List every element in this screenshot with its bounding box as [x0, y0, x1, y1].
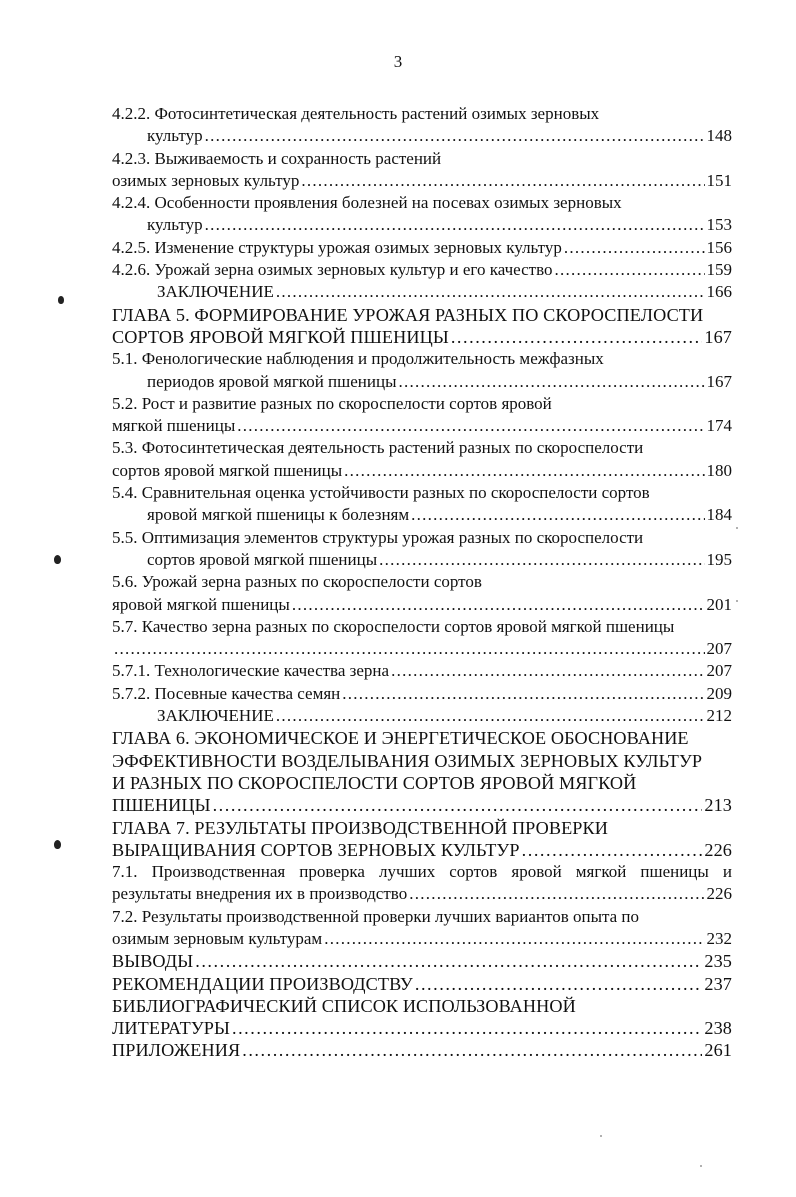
dot-leader	[379, 549, 704, 571]
toc-entry-title: озимым зерновым культурам	[112, 928, 323, 948]
dot-leader	[205, 125, 705, 147]
dot-leader	[237, 415, 704, 437]
toc-entry	[112, 660, 732, 682]
dot-leader	[522, 839, 703, 861]
table-of-contents	[112, 103, 732, 1062]
toc-entry-line	[112, 928, 732, 950]
toc-entry-line: 5.4. Сравнительная оценка устойчивости разных по скороспелости сортов	[112, 483, 650, 503]
toc-page-number: 237	[704, 973, 732, 994]
toc-entry-line	[112, 594, 732, 616]
toc-entry-title: яровой мягкой пшеницы	[112, 594, 290, 614]
toc-entry	[112, 705, 732, 727]
toc-entry-title: яровой мягкой пшеницы к болезням	[147, 505, 410, 525]
toc-entry-line	[112, 170, 732, 192]
toc-entry-title: ЗАКЛЮЧЕНИЕ	[157, 282, 274, 302]
toc-page-number: 226	[706, 884, 732, 904]
dot-leader	[301, 170, 704, 192]
toc-entry-line: 7.2. Результаты производственной проверки лучших вариантов опыта по	[112, 906, 640, 926]
toc-entry-line: 5.6. Урожай зерна разных по скороспелости сортов	[112, 572, 482, 592]
toc-chapter-entry	[112, 817, 732, 862]
toc-page-number: 184	[706, 505, 732, 525]
toc-page-number: 148	[706, 126, 732, 146]
dot-leader	[415, 973, 703, 995]
dot-leader	[232, 1017, 702, 1039]
toc-entry	[112, 571, 732, 616]
dot-leader	[242, 1039, 702, 1061]
toc-entry	[112, 616, 732, 661]
dot-leader	[276, 281, 705, 303]
toc-entry-line	[112, 973, 732, 995]
toc-entry-line: ГЛАВА 6. ЭКОНОМИЧЕСКОЕ И ЭНЕРГЕТИЧЕСКОЕ ОБОСНОВАНИЕ	[112, 728, 689, 749]
binder-mark	[54, 840, 61, 849]
toc-entry-line: ГЛАВА 7. РЕЗУЛЬТАТЫ ПРОИЗВОДСТВЕННОЙ ПРОВЕРКИ	[112, 817, 608, 838]
toc-entry	[112, 861, 732, 906]
toc-entry-line: 4.2.3. Выживаемость и сохранность растений	[112, 148, 442, 168]
dot-leader	[555, 259, 705, 281]
dot-leader	[399, 371, 705, 393]
toc-entry-line	[112, 1017, 732, 1039]
toc-entry-line	[112, 883, 732, 905]
toc-entry-title: 5.7.2. Посевные качества семян	[112, 683, 341, 703]
toc-entry-line: 5.1. Фенологические наблюдения и продолжительность межфазных	[112, 349, 604, 369]
toc-entry-line	[112, 259, 732, 281]
page-number: 3	[393, 52, 403, 71]
dot-leader	[205, 214, 705, 236]
toc-entry-title: ВЫВОДЫ	[112, 951, 194, 972]
toc-entry	[112, 527, 732, 572]
toc-entry	[112, 482, 732, 527]
toc-page-number: 195	[706, 549, 732, 569]
toc-entry-line: 5.2. Рост и развитие разных по скороспелости сортов яровой	[112, 393, 552, 413]
toc-page-number: 167	[704, 326, 732, 347]
toc-entry-title: сортов яровой мягкой пшеницы	[147, 549, 378, 569]
toc-entry-title: 4.2.5. Изменение структуры урожая озимых зерновых культур	[112, 237, 562, 257]
dot-leader	[564, 237, 705, 259]
scan-speck	[736, 600, 738, 602]
toc-page-number: 201	[706, 594, 732, 614]
toc-entry-title: РЕКОМЕНДАЦИИ ПРОИЗВОДСТВУ	[112, 973, 413, 994]
dot-leader	[292, 594, 705, 616]
dot-leader	[344, 460, 704, 482]
dot-leader	[213, 794, 703, 816]
toc-page-number: 159	[706, 260, 732, 280]
toc-entry-line: БИБЛИОГРАФИЧЕСКИЙ СПИСОК ИСПОЛЬЗОВАННОЙ	[112, 995, 576, 1016]
toc-entry-title: культур	[147, 126, 203, 146]
toc-entry-title: 5.7.1. Технологические качества зерна	[112, 661, 390, 681]
toc-page-number: 151	[706, 170, 732, 190]
toc-entry-line	[112, 460, 732, 482]
toc-entry-title: озимых зерновых культур	[112, 170, 300, 190]
toc-entry	[112, 103, 732, 148]
toc-entry-line: 5.3. Фотосинтетическая деятельность растений разных по скороспелости	[112, 438, 644, 458]
toc-entry-title: ПШЕНИЦЫ	[112, 795, 211, 816]
dot-leader	[391, 660, 704, 682]
binder-mark	[58, 296, 64, 304]
toc-page-number: 235	[704, 951, 732, 972]
toc-page-number: 207	[706, 661, 732, 681]
toc-page-number: 226	[704, 839, 732, 860]
toc-entry-line: 7.1. Производственная проверка лучших сортов яровой мягкой пшеницы и	[112, 862, 732, 882]
toc-page-number: 180	[706, 460, 732, 480]
toc-entry-title: СОРТОВ ЯРОВОЙ МЯГКОЙ ПШЕНИЦЫ	[112, 326, 449, 347]
toc-entry-title: ЗАКЛЮЧЕНИЕ	[157, 706, 274, 726]
toc-page-number: 166	[706, 282, 732, 302]
toc-page-number: 209	[706, 683, 732, 703]
toc-entry-line: ЭФФЕКТИВНОСТИ ВОЗДЕЛЫВАНИЯ ОЗИМЫХ ЗЕРНОВЫХ КУЛЬТУР	[112, 750, 703, 771]
toc-page-number: 261	[704, 1040, 732, 1061]
scan-speck	[600, 1135, 602, 1137]
toc-entry	[112, 437, 732, 482]
toc-page-number: 156	[706, 237, 732, 257]
toc-entry	[112, 906, 732, 951]
toc-entry-line	[112, 326, 732, 348]
toc-entry-line: 5.5. Оптимизация элементов структуры урожая разных по скороспелости	[112, 527, 644, 547]
toc-entry-line: ГЛАВА 5. ФОРМИРОВАНИЕ УРОЖАЯ РАЗНЫХ ПО СКОРОСПЕЛОСТИ	[112, 304, 704, 325]
toc-chapter-entry	[112, 995, 732, 1040]
toc-entry-line	[112, 214, 732, 236]
toc-entry-title: мягкой пшеницы	[112, 416, 236, 436]
toc-chapter-entry	[112, 973, 732, 995]
dot-leader	[324, 928, 704, 950]
toc-entry	[112, 393, 732, 438]
toc-entry-title: результаты внедрения их в производство	[112, 884, 408, 904]
toc-page-number: 174	[706, 416, 732, 436]
toc-entry-title: ПРИЛОЖЕНИЯ	[112, 1040, 241, 1061]
toc-entry-title: ЛИТЕРАТУРЫ	[112, 1018, 230, 1039]
toc-entry-title: ВЫРАЩИВАНИЯ СОРТОВ ЗЕРНОВЫХ КУЛЬТУР	[112, 839, 520, 860]
toc-page-number: 238	[704, 1018, 732, 1039]
dot-leader	[409, 883, 704, 905]
toc-page-number: 167	[706, 371, 732, 391]
toc-entry-line	[112, 281, 732, 303]
dot-leader	[195, 950, 702, 972]
dot-leader	[411, 504, 704, 526]
toc-entry-title: культур	[147, 215, 203, 235]
toc-entry-line: 4.2.4. Особенности проявления болезней на посевах озимых зерновых	[112, 193, 622, 213]
toc-entry	[112, 259, 732, 281]
toc-entry-line	[112, 794, 732, 816]
toc-entry	[112, 148, 732, 193]
scan-speck	[700, 1165, 702, 1167]
toc-page-number: 232	[706, 928, 732, 948]
dot-leader	[114, 638, 705, 660]
toc-entry-line	[112, 839, 732, 861]
toc-entry-line	[112, 638, 732, 660]
toc-entry-line	[112, 705, 732, 727]
toc-entry-line	[112, 415, 732, 437]
toc-entry-line	[112, 549, 732, 571]
toc-page-number: 207	[706, 639, 732, 659]
toc-entry	[112, 281, 732, 303]
toc-chapter-entry	[112, 304, 732, 349]
dot-leader	[451, 326, 703, 348]
toc-entry-line	[112, 950, 732, 972]
toc-page-number: 212	[706, 706, 732, 726]
toc-entry	[112, 237, 732, 259]
toc-entry-line: 4.2.2. Фотосинтетическая деятельность растений озимых зерновых	[112, 104, 600, 123]
toc-entry-title: периодов яровой мягкой пшеницы	[147, 371, 397, 391]
toc-page-number: 213	[704, 795, 732, 816]
binder-mark	[54, 555, 61, 564]
toc-entry-line	[112, 683, 732, 705]
scan-speck	[736, 527, 738, 529]
dot-leader	[342, 683, 704, 705]
toc-entry-line: 5.7. Качество зерна разных по скороспелости сортов яровой мягкой пшеницы	[112, 616, 675, 636]
toc-entry-line	[112, 125, 732, 147]
toc-entry-title: 4.2.6. Урожай зерна озимых зерновых культур и его качество	[112, 260, 553, 280]
toc-entry-line	[112, 1039, 732, 1061]
toc-chapter-entry	[112, 1039, 732, 1061]
toc-chapter-entry	[112, 950, 732, 972]
toc-chapter-entry	[112, 727, 732, 816]
toc-entry-line	[112, 237, 732, 259]
toc-entry-title: сортов яровой мягкой пшеницы	[112, 460, 343, 480]
toc-entry	[112, 683, 732, 705]
toc-entry-line	[112, 660, 732, 682]
toc-entry-line	[112, 371, 732, 393]
toc-entry-line	[112, 504, 732, 526]
toc-entry	[112, 348, 732, 393]
toc-page-number: 153	[706, 215, 732, 235]
toc-entry-line: И РАЗНЫХ ПО СКОРОСПЕЛОСТИ СОРТОВ ЯРОВОЙ МЯГКОЙ	[112, 772, 637, 793]
toc-entry	[112, 192, 732, 237]
dot-leader	[276, 705, 705, 727]
